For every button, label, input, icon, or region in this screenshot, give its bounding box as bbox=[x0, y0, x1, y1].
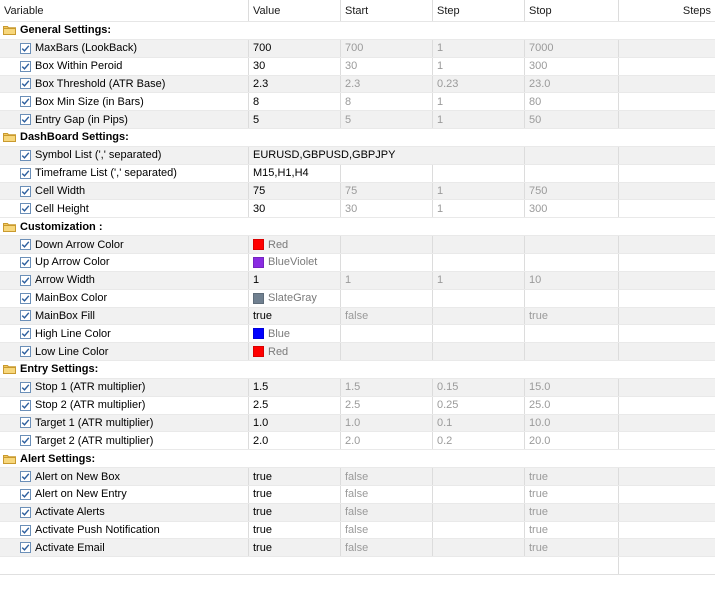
param-row[interactable] bbox=[0, 111, 715, 129]
start-cell[interactable]: 1.5 bbox=[340, 379, 432, 396]
steps-cell bbox=[618, 93, 715, 110]
param-name-cell bbox=[0, 432, 248, 449]
value-cell[interactable] bbox=[248, 58, 340, 75]
stop-cell[interactable]: 20.0 bbox=[524, 432, 618, 449]
optimize-checkbox[interactable] bbox=[20, 542, 31, 553]
steps-cell bbox=[618, 432, 715, 449]
param-name-cell bbox=[0, 468, 248, 485]
param-value: EURUSD,GBPUSD,GBPJPY bbox=[253, 149, 396, 162]
steps-cell bbox=[618, 111, 715, 128]
empty-steps-cell bbox=[618, 557, 715, 574]
steps-cell bbox=[618, 522, 715, 539]
color-swatch-icon bbox=[253, 257, 264, 268]
value-cell[interactable] bbox=[248, 486, 340, 503]
step-cell[interactable]: 1 bbox=[432, 272, 524, 289]
stop-cell[interactable]: 300 bbox=[524, 200, 618, 217]
start-cell[interactable] bbox=[340, 236, 432, 253]
optimize-checkbox[interactable] bbox=[20, 150, 31, 161]
value-cell[interactable] bbox=[248, 308, 340, 325]
start-cell[interactable]: 2.5 bbox=[340, 397, 432, 414]
param-value: 1.5 bbox=[253, 381, 269, 394]
param-name-cell bbox=[0, 40, 248, 57]
param-name-cell bbox=[0, 290, 248, 307]
param-name: Up Arrow Color bbox=[35, 256, 110, 269]
param-name-cell bbox=[0, 254, 248, 271]
optimize-checkbox[interactable] bbox=[20, 186, 31, 197]
group-row[interactable] bbox=[0, 22, 715, 40]
param-name: Symbol List (',' separated) bbox=[35, 149, 162, 162]
start-cell[interactable]: 700 bbox=[340, 40, 432, 57]
steps-cell bbox=[618, 40, 715, 57]
color-swatch-icon bbox=[253, 239, 264, 250]
steps-cell bbox=[618, 272, 715, 289]
start-cell[interactable]: false bbox=[340, 504, 432, 521]
color-swatch-icon bbox=[253, 328, 264, 339]
step-cell[interactable]: 0.23 bbox=[432, 76, 524, 93]
start-cell[interactable]: false bbox=[340, 468, 432, 485]
param-value: true bbox=[253, 470, 272, 483]
optimize-checkbox[interactable] bbox=[20, 114, 31, 125]
step-cell[interactable] bbox=[432, 468, 524, 485]
value-cell[interactable] bbox=[248, 325, 340, 342]
param-value: true bbox=[253, 488, 272, 501]
color-swatch-icon bbox=[253, 293, 264, 304]
optimize-checkbox[interactable] bbox=[20, 168, 31, 179]
stop-cell[interactable]: 10.0 bbox=[524, 415, 618, 432]
param-value: 5 bbox=[253, 113, 260, 126]
step-cell[interactable]: 0.15 bbox=[432, 379, 524, 396]
param-name-cell bbox=[0, 486, 248, 503]
value-cell[interactable] bbox=[248, 539, 340, 556]
start-cell[interactable] bbox=[340, 254, 432, 271]
stop-cell[interactable]: 300 bbox=[524, 58, 618, 75]
step-cell[interactable] bbox=[432, 486, 524, 503]
steps-cell bbox=[618, 183, 715, 200]
param-value: 2.0 bbox=[253, 434, 269, 447]
param-row[interactable] bbox=[0, 40, 715, 58]
group-title-cell bbox=[0, 22, 400, 39]
param-name-cell bbox=[0, 504, 248, 521]
value-cell[interactable] bbox=[248, 254, 340, 271]
optimize-checkbox[interactable] bbox=[20, 275, 31, 286]
param-value: 2.5 bbox=[253, 399, 269, 412]
param-name-cell bbox=[0, 397, 248, 414]
group-title: Alert Settings: bbox=[20, 452, 96, 465]
stop-cell[interactable]: 80 bbox=[524, 93, 618, 110]
step-cell[interactable] bbox=[432, 290, 524, 307]
param-name-cell bbox=[0, 147, 248, 164]
step-cell[interactable]: 1 bbox=[432, 58, 524, 75]
optimize-checkbox[interactable] bbox=[20, 525, 31, 536]
param-row[interactable] bbox=[0, 236, 715, 254]
param-row[interactable] bbox=[0, 93, 715, 111]
value-cell[interactable] bbox=[248, 40, 340, 57]
stop-cell[interactable]: 10 bbox=[524, 272, 618, 289]
value-cell[interactable] bbox=[248, 415, 340, 432]
param-name: Timeframe List (',' separated) bbox=[35, 167, 177, 180]
param-name-cell bbox=[0, 76, 248, 93]
value-cell[interactable] bbox=[248, 93, 340, 110]
param-name: Stop 1 (ATR multiplier) bbox=[35, 381, 146, 394]
param-name: Down Arrow Color bbox=[35, 238, 124, 251]
group-title-cell bbox=[0, 218, 400, 235]
group-row[interactable] bbox=[0, 361, 715, 379]
param-name: MainBox Color bbox=[35, 292, 108, 305]
param-name: Target 1 (ATR multiplier) bbox=[35, 416, 154, 429]
optimize-checkbox[interactable] bbox=[20, 61, 31, 72]
stop-cell[interactable]: 50 bbox=[524, 111, 618, 128]
param-row[interactable] bbox=[0, 308, 715, 326]
param-row[interactable] bbox=[0, 147, 715, 165]
steps-cell bbox=[618, 397, 715, 414]
folder-icon bbox=[3, 364, 16, 374]
param-name: Activate Email bbox=[35, 541, 105, 554]
value-cell[interactable] bbox=[248, 432, 340, 449]
step-cell[interactable]: 1 bbox=[432, 200, 524, 217]
stop-cell[interactable] bbox=[524, 236, 618, 253]
stop-cell[interactable] bbox=[524, 254, 618, 271]
param-name: Cell Height bbox=[35, 202, 89, 215]
param-name-cell bbox=[0, 539, 248, 556]
param-value: Blue bbox=[268, 327, 291, 340]
start-cell[interactable] bbox=[340, 290, 432, 307]
param-name-cell bbox=[0, 325, 248, 342]
stop-cell[interactable]: true bbox=[524, 539, 618, 556]
param-row[interactable] bbox=[0, 200, 715, 218]
param-value: BlueViolet bbox=[268, 256, 318, 269]
column-header-step[interactable]: Step bbox=[432, 0, 524, 21]
column-header-variable[interactable]: Variable bbox=[4, 4, 44, 17]
stop-cell[interactable]: 15.0 bbox=[524, 379, 618, 396]
param-row[interactable] bbox=[0, 468, 715, 486]
stop-cell[interactable] bbox=[524, 165, 618, 182]
param-name-cell bbox=[0, 415, 248, 432]
optimize-checkbox[interactable] bbox=[20, 489, 31, 500]
steps-cell bbox=[618, 236, 715, 253]
param-row[interactable] bbox=[0, 379, 715, 397]
start-cell[interactable]: 1.0 bbox=[340, 415, 432, 432]
optimize-checkbox[interactable] bbox=[20, 96, 31, 107]
param-value: Red bbox=[268, 345, 289, 358]
param-row[interactable] bbox=[0, 397, 715, 415]
group-row[interactable] bbox=[0, 450, 715, 468]
param-row[interactable] bbox=[0, 254, 715, 272]
start-cell[interactable]: 75 bbox=[340, 183, 432, 200]
param-value: 8 bbox=[253, 95, 260, 108]
param-row[interactable] bbox=[0, 522, 715, 540]
steps-cell bbox=[618, 325, 715, 342]
param-value: 30 bbox=[253, 60, 266, 73]
start-cell[interactable]: 30 bbox=[340, 58, 432, 75]
optimize-checkbox[interactable] bbox=[20, 400, 31, 411]
start-cell[interactable] bbox=[340, 343, 432, 360]
value-cell[interactable] bbox=[248, 147, 448, 164]
column-header-stop[interactable]: Stop bbox=[524, 0, 618, 21]
param-name-cell bbox=[0, 165, 248, 182]
param-value: 1 bbox=[253, 274, 260, 287]
steps-cell bbox=[618, 290, 715, 307]
group-title: DashBoard Settings: bbox=[20, 131, 129, 144]
param-name: High Line Color bbox=[35, 327, 111, 340]
value-cell[interactable] bbox=[248, 183, 340, 200]
empty-row bbox=[0, 557, 715, 575]
group-title: General Settings: bbox=[20, 24, 112, 37]
start-cell[interactable]: false bbox=[340, 308, 432, 325]
steps-cell bbox=[618, 379, 715, 396]
start-cell[interactable]: 8 bbox=[340, 93, 432, 110]
optimize-checkbox[interactable] bbox=[20, 293, 31, 304]
step-cell[interactable]: 1 bbox=[432, 111, 524, 128]
optimize-checkbox[interactable] bbox=[20, 203, 31, 214]
step-cell[interactable] bbox=[432, 236, 524, 253]
param-row[interactable] bbox=[0, 343, 715, 361]
param-value: 75 bbox=[253, 185, 266, 198]
start-cell[interactable]: 1 bbox=[340, 272, 432, 289]
value-cell[interactable] bbox=[248, 111, 340, 128]
value-cell[interactable] bbox=[248, 379, 340, 396]
param-name: Target 2 (ATR multiplier) bbox=[35, 434, 154, 447]
step-cell[interactable] bbox=[432, 165, 524, 182]
group-title: Customization : bbox=[20, 220, 103, 233]
param-name: Box Within Peroid bbox=[35, 60, 123, 73]
param-name-cell bbox=[0, 111, 248, 128]
step-cell[interactable] bbox=[432, 254, 524, 271]
stop-cell[interactable]: 23.0 bbox=[524, 76, 618, 93]
param-name-cell bbox=[0, 58, 248, 75]
value-cell[interactable] bbox=[248, 165, 340, 182]
steps-cell bbox=[618, 539, 715, 556]
param-row[interactable] bbox=[0, 290, 715, 308]
step-cell[interactable] bbox=[432, 504, 524, 521]
steps-cell bbox=[618, 468, 715, 485]
value-cell[interactable] bbox=[248, 236, 340, 253]
param-value: true bbox=[253, 541, 272, 554]
param-name: Stop 2 (ATR multiplier) bbox=[35, 399, 146, 412]
param-name-cell bbox=[0, 93, 248, 110]
param-name: MaxBars (LookBack) bbox=[35, 42, 138, 55]
stop-cell[interactable] bbox=[524, 290, 618, 307]
column-header-start[interactable]: Start bbox=[340, 0, 432, 21]
value-cell[interactable] bbox=[248, 343, 340, 360]
start-cell[interactable]: 2.0 bbox=[340, 432, 432, 449]
param-value: true bbox=[253, 309, 272, 322]
param-name-cell bbox=[0, 379, 248, 396]
steps-cell bbox=[618, 58, 715, 75]
param-name-cell bbox=[0, 236, 248, 253]
start-cell[interactable]: false bbox=[340, 522, 432, 539]
param-row[interactable] bbox=[0, 183, 715, 201]
steps-cell bbox=[618, 486, 715, 503]
stop-cell[interactable]: true bbox=[524, 468, 618, 485]
param-row[interactable] bbox=[0, 272, 715, 290]
optimize-checkbox[interactable] bbox=[20, 78, 31, 89]
stop-cell[interactable]: 750 bbox=[524, 183, 618, 200]
stop-cell[interactable] bbox=[524, 343, 618, 360]
param-row[interactable] bbox=[0, 58, 715, 76]
param-name: Arrow Width bbox=[35, 274, 95, 287]
stop-cell[interactable]: true bbox=[524, 486, 618, 503]
steps-cell bbox=[618, 200, 715, 217]
step-cell[interactable] bbox=[432, 325, 524, 342]
step-cell[interactable]: 1 bbox=[432, 93, 524, 110]
grid-body bbox=[0, 22, 715, 557]
param-name: MainBox Fill bbox=[35, 309, 95, 322]
optimize-checkbox[interactable] bbox=[20, 43, 31, 54]
param-name: Box Min Size (in Bars) bbox=[35, 95, 144, 108]
start-cell[interactable]: 30 bbox=[340, 200, 432, 217]
param-row[interactable] bbox=[0, 415, 715, 433]
column-header-steps[interactable]: Steps bbox=[618, 0, 715, 21]
step-cell[interactable]: 1 bbox=[432, 40, 524, 57]
param-value: Red bbox=[268, 238, 289, 251]
param-name: Cell Width bbox=[35, 185, 86, 198]
group-row[interactable] bbox=[0, 129, 715, 147]
param-value: 30 bbox=[253, 202, 266, 215]
start-cell[interactable]: false bbox=[340, 486, 432, 503]
steps-cell bbox=[618, 165, 715, 182]
steps-cell bbox=[618, 76, 715, 93]
optimize-checkbox[interactable] bbox=[20, 417, 31, 428]
param-value: 700 bbox=[253, 42, 272, 55]
param-value: SlateGray bbox=[268, 292, 317, 305]
start-cell[interactable] bbox=[340, 325, 432, 342]
param-row[interactable] bbox=[0, 432, 715, 450]
optimize-checkbox[interactable] bbox=[20, 382, 31, 393]
folder-icon bbox=[3, 222, 16, 232]
step-cell[interactable] bbox=[432, 539, 524, 556]
optimize-checkbox[interactable] bbox=[20, 507, 31, 518]
value-cell[interactable] bbox=[248, 504, 340, 521]
stop-cell[interactable]: 7000 bbox=[524, 40, 618, 57]
stop-cell[interactable]: true bbox=[524, 522, 618, 539]
param-value: true bbox=[253, 524, 272, 537]
folder-icon bbox=[3, 25, 16, 35]
group-title-cell bbox=[0, 450, 400, 467]
steps-cell bbox=[618, 343, 715, 360]
param-row[interactable] bbox=[0, 76, 715, 94]
steps-cell bbox=[618, 308, 715, 325]
folder-icon bbox=[3, 132, 16, 142]
start-cell[interactable]: 5 bbox=[340, 111, 432, 128]
param-name: Alert on New Box bbox=[35, 470, 120, 483]
param-row[interactable] bbox=[0, 325, 715, 343]
optimize-checkbox[interactable] bbox=[20, 471, 31, 482]
step-cell[interactable]: 1 bbox=[432, 183, 524, 200]
step-cell[interactable] bbox=[432, 522, 524, 539]
step-cell[interactable] bbox=[432, 343, 524, 360]
value-cell[interactable] bbox=[248, 397, 340, 414]
column-header-value[interactable]: Value bbox=[248, 0, 340, 21]
start-cell[interactable]: false bbox=[340, 539, 432, 556]
param-name: Activate Push Notification bbox=[35, 524, 160, 537]
value-cell[interactable] bbox=[248, 468, 340, 485]
param-row[interactable] bbox=[0, 504, 715, 522]
steps-cell bbox=[618, 147, 715, 164]
param-name-cell bbox=[0, 522, 248, 539]
steps-cell bbox=[618, 415, 715, 432]
start-cell[interactable]: 2.3 bbox=[340, 76, 432, 93]
param-name: Activate Alerts bbox=[35, 506, 105, 519]
param-value: M15,H1,H4 bbox=[253, 167, 309, 180]
value-cell[interactable] bbox=[248, 290, 340, 307]
optimize-checkbox[interactable] bbox=[20, 310, 31, 321]
param-name: Alert on New Entry bbox=[35, 488, 127, 501]
param-row[interactable] bbox=[0, 486, 715, 504]
stop-cell[interactable]: 25.0 bbox=[524, 397, 618, 414]
param-row[interactable] bbox=[0, 165, 715, 183]
param-row[interactable] bbox=[0, 539, 715, 557]
step-cell[interactable] bbox=[432, 308, 524, 325]
optimize-checkbox[interactable] bbox=[20, 346, 31, 357]
stop-cell[interactable] bbox=[524, 147, 618, 164]
param-name-cell bbox=[0, 343, 248, 360]
step-cell[interactable]: 0.2 bbox=[432, 432, 524, 449]
optimize-checkbox[interactable] bbox=[20, 257, 31, 268]
group-title-cell bbox=[0, 361, 400, 378]
value-cell[interactable] bbox=[248, 200, 340, 217]
param-name-cell bbox=[0, 272, 248, 289]
param-value: 2.3 bbox=[253, 77, 269, 90]
column-header-row bbox=[0, 0, 715, 22]
optimize-checkbox[interactable] bbox=[20, 239, 31, 250]
optimize-checkbox[interactable] bbox=[20, 435, 31, 446]
group-row[interactable] bbox=[0, 218, 715, 236]
stop-cell[interactable]: true bbox=[524, 504, 618, 521]
stop-cell[interactable] bbox=[524, 325, 618, 342]
param-name: Entry Gap (in Pips) bbox=[35, 113, 128, 126]
group-title-cell bbox=[0, 129, 400, 146]
folder-icon bbox=[3, 454, 16, 464]
param-name: Box Threshold (ATR Base) bbox=[35, 77, 166, 90]
color-swatch-icon bbox=[253, 346, 264, 357]
param-name: Low Line Color bbox=[35, 345, 109, 358]
value-cell[interactable] bbox=[248, 522, 340, 539]
param-value: true bbox=[253, 506, 272, 519]
optimize-checkbox[interactable] bbox=[20, 328, 31, 339]
step-cell[interactable]: 0.25 bbox=[432, 397, 524, 414]
steps-cell bbox=[618, 254, 715, 271]
param-name-cell bbox=[0, 308, 248, 325]
param-name-cell bbox=[0, 200, 248, 217]
param-value: 1.0 bbox=[253, 416, 269, 429]
param-name-cell bbox=[0, 183, 248, 200]
group-title: Entry Settings: bbox=[20, 363, 99, 376]
steps-cell bbox=[618, 504, 715, 521]
value-cell[interactable] bbox=[248, 76, 340, 93]
stop-cell[interactable]: true bbox=[524, 308, 618, 325]
start-cell[interactable] bbox=[340, 165, 432, 182]
step-cell[interactable]: 0.1 bbox=[432, 415, 524, 432]
value-cell[interactable] bbox=[248, 272, 340, 289]
